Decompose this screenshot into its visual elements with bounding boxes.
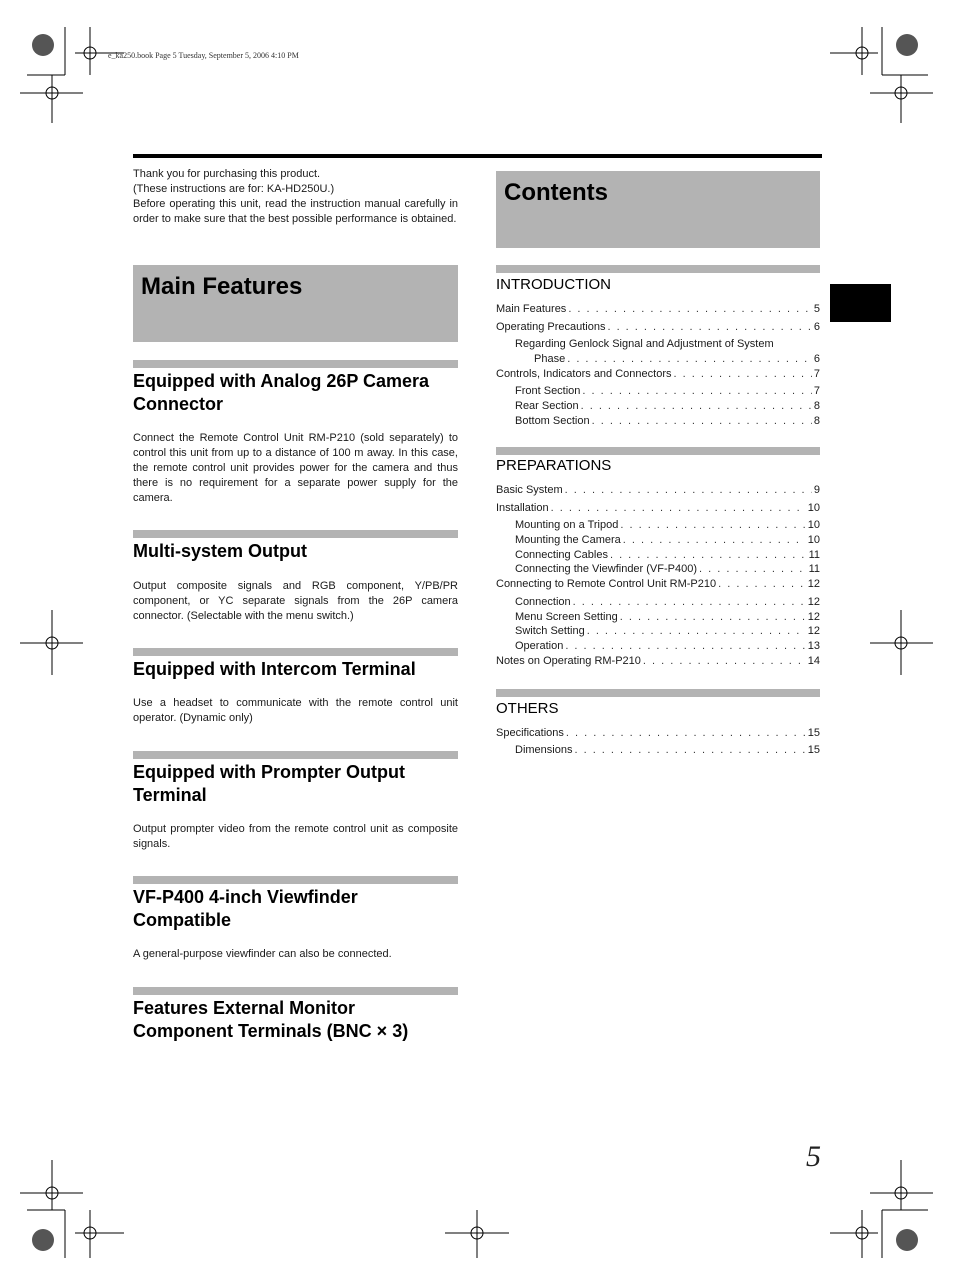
- toc-label: Operating Precautions: [496, 321, 606, 333]
- toc-label: Front Section: [515, 385, 581, 397]
- top-rule: [133, 154, 822, 158]
- toc-label: Connection: [515, 596, 571, 608]
- toc-label: Main Features: [496, 303, 567, 315]
- toc-entry[interactable]: [515, 639, 820, 653]
- section-bar: [133, 751, 458, 759]
- section-bar: [133, 648, 458, 656]
- section-bar: [496, 265, 820, 273]
- toc-section-others: OTHERS: [496, 700, 559, 717]
- toc-section-preparations: PREPARATIONS: [496, 457, 612, 474]
- toc-page: 5: [813, 303, 820, 315]
- section-bar: [133, 360, 458, 368]
- main-features-box: [133, 265, 458, 342]
- toc-entry[interactable]: [496, 654, 820, 668]
- toc-entry[interactable]: [496, 577, 820, 591]
- toc-page: 12: [807, 611, 820, 623]
- toc-page: 7: [813, 385, 820, 397]
- toc-entry[interactable]: [515, 743, 820, 757]
- contents-title: Contents: [504, 179, 608, 206]
- print-header: e_ka250.book Page 5 Tuesday, September 5, 2006 4:10 PM: [108, 51, 299, 60]
- toc-label: Controls, Indicators and Connectors: [496, 368, 672, 380]
- toc-label: Notes on Operating RM-P210: [496, 655, 641, 667]
- feature-text: Use a headset to communicate with the remote control unit operator. (Dynamic only): [133, 697, 458, 724]
- section-bar: [133, 876, 458, 884]
- section-bar: [496, 447, 820, 455]
- toc-entry[interactable]: [515, 399, 820, 413]
- toc-label-line-1: Regarding Genlock Signal and Adjustment of System: [515, 338, 774, 350]
- toc-page: 12: [807, 625, 820, 637]
- toc-label: Connecting Cables: [515, 549, 608, 561]
- toc-label: Connecting the Viewfinder (VF-P400): [515, 563, 698, 575]
- toc-entry[interactable]: [496, 501, 820, 515]
- toc-entry[interactable]: [515, 533, 820, 547]
- toc-entry[interactable]: [496, 483, 820, 497]
- toc-label: Installation: [496, 502, 549, 514]
- feature-heading: Equipped with Prompter Output Terminal: [133, 762, 405, 805]
- toc-page: 13: [807, 640, 820, 652]
- toc-entry[interactable]: [515, 624, 820, 638]
- toc-entry[interactable]: [496, 367, 820, 381]
- toc-label: Basic System: [496, 484, 563, 496]
- toc-page: 9: [813, 484, 820, 496]
- feature-text: Output prompter video from the remote control unit as composite signals.: [133, 823, 458, 850]
- toc-entry[interactable]: [515, 384, 820, 398]
- toc-label: Rear Section: [515, 400, 579, 412]
- toc-label: Operation: [515, 640, 564, 652]
- contents-box: [496, 171, 820, 248]
- feature-heading: VF-P400 4-inch Viewfinder Compatible: [133, 887, 358, 930]
- section-bar: [496, 689, 820, 697]
- toc-entry[interactable]: [515, 518, 820, 532]
- toc-page: 15: [807, 727, 820, 739]
- feature-heading: Equipped with Analog 26P Camera Connector: [133, 371, 430, 414]
- toc-page: 10: [807, 534, 820, 546]
- toc-page: 8: [813, 400, 820, 412]
- toc-entry[interactable]: [496, 320, 820, 334]
- toc-entry[interactable]: [515, 610, 820, 624]
- toc-label: Menu Screen Setting: [515, 611, 618, 623]
- toc-entry[interactable]: [515, 562, 820, 576]
- page-number: 5: [806, 1140, 821, 1173]
- side-tab-marker: [830, 284, 891, 322]
- toc-page: 10: [807, 502, 820, 514]
- toc-page: 11: [808, 549, 820, 561]
- toc-entry[interactable]: [515, 595, 820, 609]
- toc-label: Mounting on a Tripod: [515, 519, 619, 531]
- toc-section-introduction: INTRODUCTION: [496, 276, 611, 293]
- toc-label: Phase: [534, 353, 566, 365]
- feature-text: A general-purpose viewfinder can also be connected.: [133, 948, 392, 960]
- feature-heading: Equipped with Intercom Terminal: [133, 659, 416, 679]
- toc-page: 6: [813, 321, 820, 333]
- toc-entry[interactable]: [496, 302, 820, 316]
- intro-line-1: Thank you for purchasing this product.: [133, 168, 321, 180]
- intro-line-2: (These instructions are for: KA-HD250U.): [133, 183, 335, 195]
- toc-label: Switch Setting: [515, 625, 585, 637]
- toc-entry[interactable]: [534, 352, 820, 366]
- section-bar: [133, 530, 458, 538]
- toc-entry[interactable]: [496, 726, 820, 740]
- feature-text: Output composite signals and RGB component, Y/PB/PR component, or YC separate signals from the 26P camera connector. (Selectable with the menu switch.): [133, 580, 458, 622]
- toc-page: 8: [813, 415, 820, 427]
- toc-page: 11: [808, 563, 820, 575]
- toc-page: 7: [813, 368, 820, 380]
- feature-heading: Features External Monitor Component Terminals (BNC × 3): [133, 998, 409, 1041]
- section-bar: [133, 987, 458, 995]
- toc-label: Mounting the Camera: [515, 534, 621, 546]
- toc-label: Connecting to Remote Control Unit RM-P210: [496, 578, 717, 590]
- toc-page: 12: [807, 578, 820, 590]
- intro-text: [133, 167, 458, 227]
- toc-page: 15: [807, 744, 820, 756]
- toc-page: 10: [807, 519, 820, 531]
- toc-label: Bottom Section: [515, 415, 590, 427]
- toc-page: 6: [813, 353, 820, 365]
- feature-heading: Multi-system Output: [133, 541, 307, 561]
- toc-page: 14: [807, 655, 820, 667]
- feature-text: Connect the Remote Control Unit RM-P210 (sold separately) to control this unit from up to a distance of 100 m away. In this case, the remote control unit provides power for the camera and thus there is no requirement for a separate power supply for the camera.: [133, 432, 458, 504]
- toc-label: Specifications: [496, 727, 564, 739]
- intro-line-3: Before operating this unit, read the instruction manual carefully in order to make sure that the best possible performance is obtained.: [133, 198, 458, 225]
- toc-entry[interactable]: [515, 414, 820, 428]
- toc-label: Dimensions: [515, 744, 573, 756]
- main-features-title: Main Features: [141, 273, 303, 300]
- toc-page: 12: [807, 596, 820, 608]
- toc-entry[interactable]: [515, 548, 820, 562]
